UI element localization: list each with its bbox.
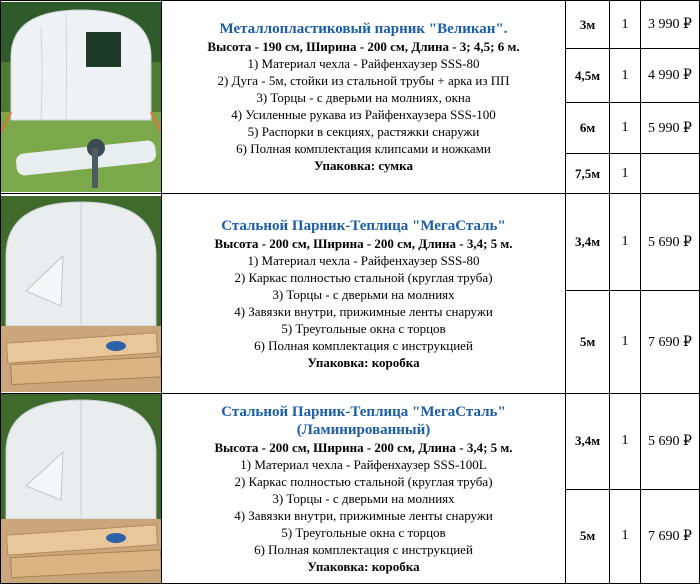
product-description bbox=[162, 194, 566, 394]
product-feature: 3) Торцы - с дверьми на молниях, окна bbox=[256, 90, 471, 105]
variant-size: 5м bbox=[566, 489, 610, 584]
product-feature: 5) Распорки в секциях, растяжки снаружи bbox=[247, 124, 480, 139]
variant-size: 3,4м bbox=[566, 394, 610, 490]
variant-price: 3 990 ₽ bbox=[641, 1, 700, 49]
product-packaging: Упаковка: коробка bbox=[307, 354, 420, 370]
product-spec: Высота - 200 см, Ширина - 200 см, Длина - 3,4; 5 м. bbox=[214, 439, 513, 455]
product-packaging: Упаковка: сумка bbox=[314, 158, 413, 173]
product-feature: 4) Завязки внутри, прижимные ленты снаружи bbox=[234, 303, 493, 319]
product-spec: Высота - 190 см, Ширина - 200 см, Длина - 3; 4,5; 6 м. bbox=[207, 39, 520, 54]
product-photo-cell bbox=[1, 194, 162, 394]
variant-qty: 1 bbox=[610, 489, 641, 584]
product-photo-cell bbox=[1, 1, 162, 194]
product-feature: 6) Полная комплектация с инструкцией bbox=[254, 541, 473, 557]
product-feature: 2) Каркас полностью стальной (круглая труба) bbox=[234, 269, 493, 285]
product-spec: Высота - 200 см, Ширина - 200 см, Длина - 3,4; 5 м. bbox=[214, 235, 513, 251]
variant-qty: 1 bbox=[610, 49, 641, 103]
variant-qty: 1 bbox=[610, 394, 641, 490]
product-feature: 6) Полная комплектация с инструкцией bbox=[254, 337, 473, 353]
variant-size: 5м bbox=[566, 291, 610, 394]
variant-price bbox=[641, 154, 700, 194]
product-description bbox=[162, 1, 566, 194]
variant-qty: 1 bbox=[610, 103, 641, 154]
product-feature: 5) Треугольные окна с торцов bbox=[281, 320, 446, 336]
variant-size: 6м bbox=[566, 103, 610, 154]
product-feature: 1) Материал чехла - Райфенхаузер SSS-80 bbox=[247, 252, 480, 268]
product-description bbox=[162, 394, 566, 584]
variant-size: 7,5м bbox=[566, 154, 610, 194]
product-title: Стальной Парник-Теплица "МегаСталь" (Ламинированный) bbox=[221, 403, 506, 438]
product-feature: 1) Материал чехла - Райфенхаузер SSS-100L bbox=[240, 456, 487, 472]
variant-price: 7 690 ₽ bbox=[641, 489, 700, 584]
product-title: Стальной Парник-Теплица "МегаСталь" bbox=[221, 217, 506, 234]
product-feature: 6) Полная комплектация клипсами и ножками bbox=[236, 141, 491, 156]
product-feature: 2) Дуга - 5м, стойки из стальной трубы + арка из ПП bbox=[217, 73, 510, 88]
variant-price: 5 990 ₽ bbox=[641, 103, 700, 154]
variant-size: 4,5м bbox=[566, 49, 610, 103]
variant-price: 5 690 ₽ bbox=[641, 194, 700, 291]
variant-price: 4 990 ₽ bbox=[641, 49, 700, 103]
variant-qty: 1 bbox=[610, 154, 641, 194]
product-feature: 2) Каркас полностью стальной (круглая труба) bbox=[234, 473, 493, 489]
variant-qty: 1 bbox=[610, 194, 641, 291]
product-feature: 1) Материал чехла - Райфенхаузер SSS-80 bbox=[247, 56, 480, 71]
product-title: Металлопластиковый парник "Великан". bbox=[219, 21, 508, 37]
product-feature: 4) Усиленные рукава из Райфенхаузера SSS-100 bbox=[231, 107, 496, 122]
greenhouse-photo-megastal bbox=[1, 196, 161, 392]
variant-price: 7 690 ₽ bbox=[641, 291, 700, 394]
variant-size: 3м bbox=[566, 1, 610, 49]
variant-price: 5 690 ₽ bbox=[641, 394, 700, 490]
greenhouse-photo-megastal-laminated bbox=[1, 394, 161, 583]
product-feature: 3) Торцы - с дверьми на молниях bbox=[272, 490, 455, 506]
variant-qty: 1 bbox=[610, 291, 641, 394]
greenhouse-photo-velikan bbox=[1, 2, 161, 192]
product-packaging: Упаковка: коробка bbox=[307, 558, 420, 574]
product-feature: 3) Торцы - с дверьми на молниях bbox=[272, 286, 455, 302]
variant-size: 3,4м bbox=[566, 194, 610, 291]
variant-qty: 1 bbox=[610, 1, 641, 49]
product-feature: 5) Треугольные окна с торцов bbox=[281, 524, 446, 540]
product-feature: 4) Завязки внутри, прижимные ленты снаружи bbox=[234, 507, 493, 523]
product-photo-cell bbox=[1, 394, 162, 584]
